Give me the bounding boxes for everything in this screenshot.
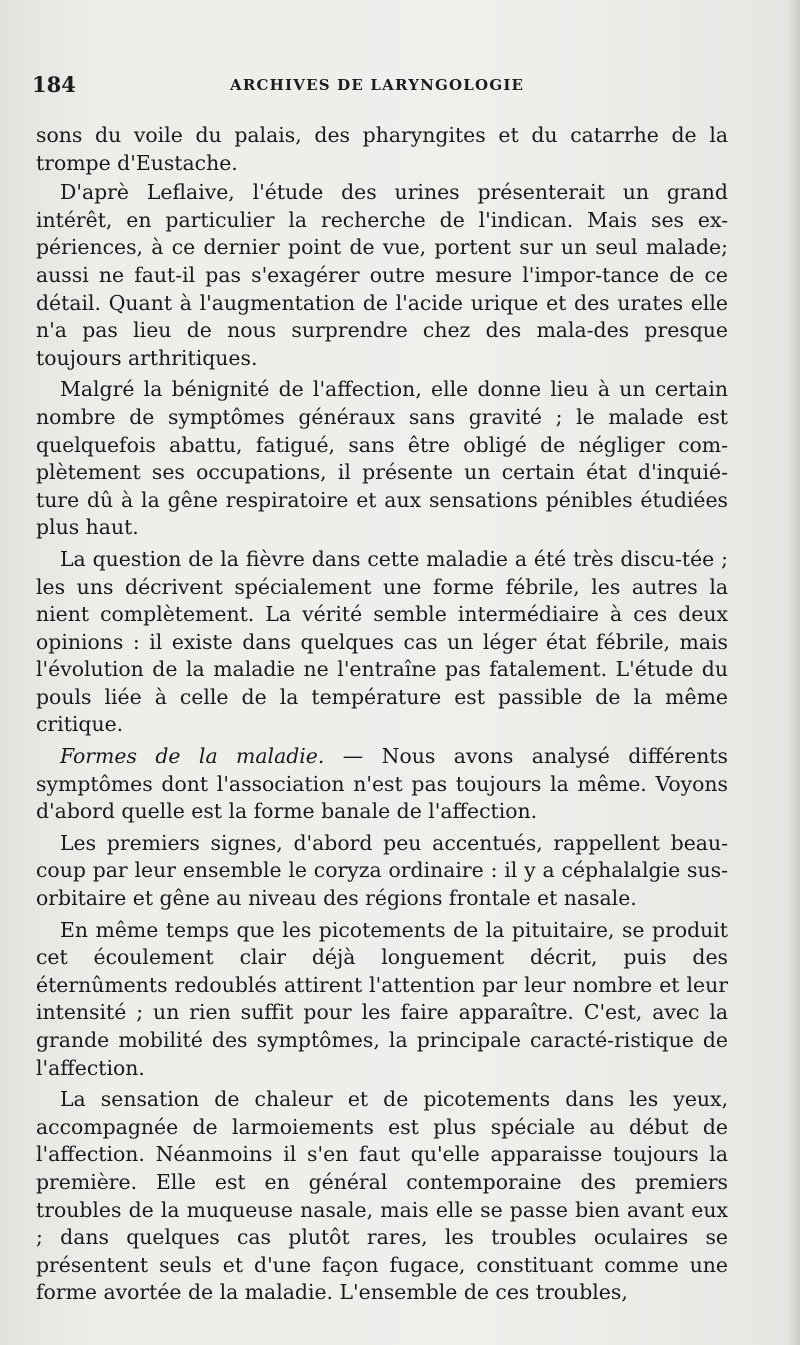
paragraph-premiers-signes: Les premiers signes, d'abord peu accentués, rappellent beau-coup par leur ensemble le coryza ordinaire : il y a céphalalgie sus-orbitaire et gêne au niveau des régions frontale et nasale. — [36, 830, 728, 911]
section-heading-formes: Formes de la maladie. — [60, 744, 325, 769]
paragraph-urines: D'aprè Leflaive, l'étude des urines présenterait un grand intérêt, en particulier la recherche de l'indican. Mais ses ex-périences, à ce dernier point de vue, portent sur un seul malade; aussi ne faut-il pas s'exagérer outre mesure l'impor-tance de ce détail. Quant à l'augmentation de l'acide urique et des urates elle n'a pas lieu de nous surprendre chez des mala-des presque toujours arthritiques. — [36, 180, 728, 370]
paragraph-picotements: En même temps que les picotements de la pituitaire, se produit cet écoulement clair déjà longuement décrit, puis des éternûments redoublés attirent l'attention par leur nombre et leur intensité ; un rien suffit pour les faire apparaître. C'est, avec la grande mobilité des symptômes, la principale caracté-ristique de l'affection. — [36, 917, 728, 1080]
paragraph-formes — [36, 743, 728, 826]
running-title: ARCHIVES DE LARYNGOLOGIE — [230, 76, 525, 94]
paragraph-symptomes-generaux: Malgré la bénignité de l'affection, elle donne lieu à un certain nombre de symptômes généraux sans gravité ; le malade est quelquefois abattu, fatigué, sans être obligé de négliger com-plètement ses occupations, il présente un certain état d'inquié-ture dû à la gêne respiratoire et aux sensations pénibles étudiées plus haut. — [36, 377, 728, 540]
page-number: 184 — [32, 72, 76, 97]
body-text — [36, 122, 728, 1309]
paragraph-sensation-yeux: La sensation de chaleur et de picotements dans les yeux, accompagnée de larmoiements est plus spéciale au début de l'affection. Néanmoins il s'en faut qu'elle apparaisse toujours la première. Elle est en général contemporaine des premiers troubles de la muqueuse nasale, mais elle se passe bien avant eux ; dans quelques cas plutôt rares, les troubles oculaires se présentent seuls et d'une façon fugace, constituant comme une forme avortée de la maladie. L'ensemble de ces troubles, — [36, 1087, 728, 1305]
page-header — [32, 72, 732, 104]
paragraph-formes-text: — Nous avons analysé différents symptômes dont l'association n'est pas toujours la même. Voyons d'abord quelle est la forme banale de l'affection. — [36, 744, 728, 824]
paragraph-continuation: sons du voile du palais, des pharyngites et du catarrhe de la trompe d'Eustache. — [36, 123, 728, 175]
paragraph-fievre: La question de la fièvre dans cette maladie a été très discu-tée ; les uns décrivent spécialement une forme fébrile, les autres la nient complètement. La vérité semble intermédiaire à ces deux opinions : il existe dans quelques cas un léger état fébrile, mais l'évolution de la maladie ne l'entraîne pas fatalement. L'étude du pouls liée à celle de la température est passible de la même critique. — [36, 546, 728, 737]
page-edge-shadow — [786, 0, 800, 1345]
